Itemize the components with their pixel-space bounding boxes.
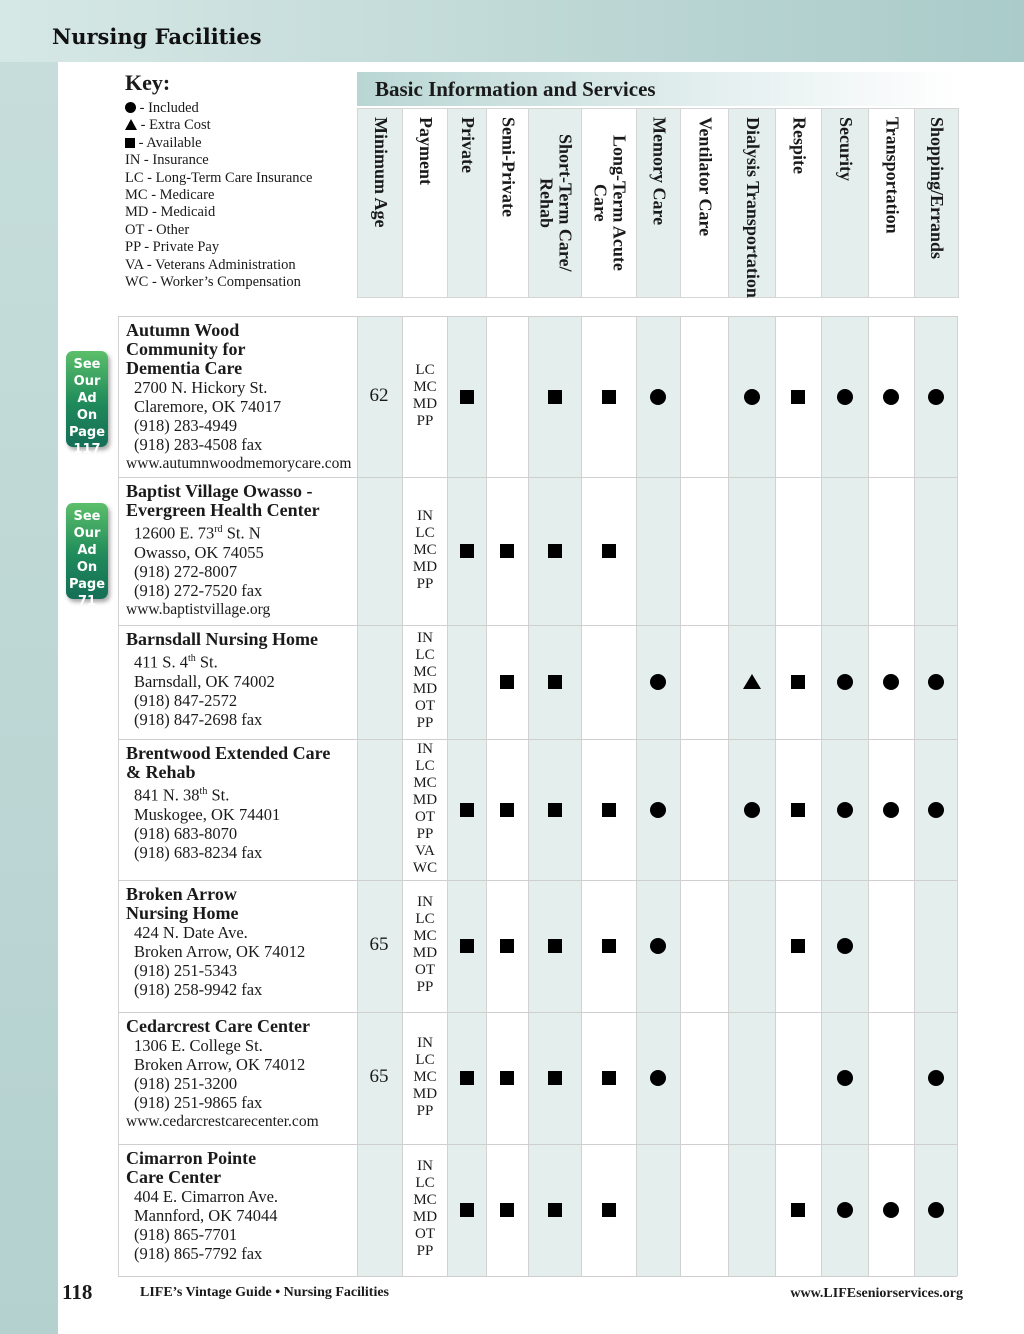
payment-codes bbox=[403, 362, 447, 430]
column-divider bbox=[447, 316, 448, 1276]
included-circle-icon bbox=[837, 674, 853, 690]
payment-code: LC bbox=[415, 757, 435, 774]
available-square-icon bbox=[602, 939, 616, 953]
column-shade bbox=[728, 316, 775, 1276]
facility-phone: (918) 272-7520 fax bbox=[134, 580, 263, 600]
filled-square-icon bbox=[125, 138, 135, 148]
facility-address: Broken Arrow, OK 74012 bbox=[134, 1055, 306, 1074]
key-item bbox=[125, 100, 350, 117]
column-header-label: Transportation bbox=[882, 117, 903, 234]
ad-badge-line: Ad On bbox=[76, 391, 98, 423]
payment-code: IN bbox=[417, 1034, 433, 1051]
available-square-icon bbox=[548, 675, 562, 689]
payment-code: PP bbox=[416, 715, 434, 731]
column-header bbox=[528, 108, 582, 298]
payment-code: PP bbox=[416, 979, 434, 995]
facility-address: Claremore, OK 74017 bbox=[134, 397, 282, 416]
available-square-icon bbox=[791, 803, 805, 817]
payment-code: LC bbox=[415, 361, 435, 378]
facility-address: Mannford, OK 74044 bbox=[134, 1206, 278, 1225]
payment-code: LC bbox=[415, 1051, 435, 1068]
payment-code: MD bbox=[412, 791, 438, 808]
column-header-label: Semi-Private bbox=[498, 117, 519, 217]
available-square-icon bbox=[548, 803, 562, 817]
available-square-icon bbox=[548, 1071, 562, 1085]
available-square-icon bbox=[791, 1203, 805, 1217]
facility-address: 424 N. Date Ave. bbox=[134, 923, 248, 942]
facility-name: Brentwood Extended Care bbox=[126, 743, 331, 763]
column-header-label: Private bbox=[458, 117, 478, 173]
payment-codes bbox=[403, 1035, 447, 1120]
facility-phone: (918) 251-3200 bbox=[134, 1074, 238, 1093]
facility-phone: (918) 283-4949 bbox=[134, 416, 238, 435]
key-item bbox=[125, 152, 350, 169]
facility-phone: (918) 251-5343 bbox=[134, 961, 238, 980]
column-divider bbox=[636, 316, 637, 1276]
payment-code: IN bbox=[417, 630, 433, 646]
available-square-icon bbox=[500, 803, 514, 817]
included-circle-icon bbox=[744, 802, 760, 818]
facility-address: 841 N. 38th St. bbox=[134, 785, 230, 805]
column-shade bbox=[636, 316, 680, 1276]
column-header bbox=[680, 108, 729, 298]
column-header bbox=[914, 108, 959, 298]
ad-badge-line: Ad On bbox=[76, 543, 98, 575]
payment-codes bbox=[403, 741, 447, 877]
column-header bbox=[636, 108, 681, 298]
column-shade bbox=[447, 316, 486, 1276]
section-title: Nursing Facilities bbox=[52, 24, 262, 49]
facility-listing bbox=[118, 630, 358, 729]
available-square-icon bbox=[548, 390, 562, 404]
available-square-icon bbox=[602, 1071, 616, 1085]
available-square-icon bbox=[460, 939, 474, 953]
available-square-icon bbox=[500, 939, 514, 953]
column-header-label: Long-Term Acute Care bbox=[590, 135, 630, 271]
payment-code: MD bbox=[412, 558, 438, 575]
key-item bbox=[125, 117, 350, 134]
payment-code: MC bbox=[413, 378, 437, 395]
included-circle-icon bbox=[883, 389, 899, 405]
column-header-label: Respite bbox=[789, 117, 810, 174]
payment-code: OT bbox=[415, 808, 435, 825]
column-divider bbox=[821, 316, 822, 1276]
payment-codes bbox=[403, 630, 447, 732]
column-divider bbox=[680, 316, 681, 1276]
footer-guide-title: LIFE’s Vintage Guide • Nursing Facilities bbox=[140, 1285, 390, 1300]
payment-code: IN bbox=[417, 507, 433, 524]
column-shade bbox=[357, 316, 402, 1276]
included-circle-icon bbox=[928, 674, 944, 690]
available-square-icon bbox=[791, 939, 805, 953]
column-header-label: Memory Care bbox=[649, 117, 670, 226]
payment-code: MD bbox=[412, 395, 438, 412]
column-header bbox=[868, 108, 915, 298]
ad-badge-line: 71 bbox=[77, 594, 97, 609]
column-divider bbox=[528, 316, 529, 1276]
facility-name: Community for bbox=[126, 339, 246, 359]
included-circle-icon bbox=[928, 1070, 944, 1086]
facility-phone: (918) 847-2698 fax bbox=[134, 709, 263, 729]
facility-name: Broken Arrow bbox=[126, 884, 237, 904]
column-shade bbox=[821, 316, 868, 1276]
row-divider bbox=[118, 1012, 957, 1013]
see-our-ad-badge[interactable] bbox=[66, 503, 108, 609]
facility-name: & Rehab bbox=[126, 762, 196, 782]
facility-name: Cimarron Pointe bbox=[126, 1148, 257, 1168]
included-circle-icon bbox=[883, 802, 899, 818]
included-circle-icon bbox=[837, 1202, 853, 1218]
facility-phone: (918) 258-9942 fax bbox=[134, 980, 263, 999]
facility-address: Muskogee, OK 74401 bbox=[134, 804, 281, 824]
facility-listing bbox=[118, 1017, 358, 1131]
facility-website[interactable]: www.cedarcrestcarecenter.com bbox=[126, 1113, 319, 1130]
column-header bbox=[581, 108, 637, 298]
available-square-icon bbox=[460, 390, 474, 404]
column-header bbox=[447, 108, 487, 298]
section-banner bbox=[357, 72, 957, 106]
available-square-icon bbox=[548, 1203, 562, 1217]
facility-website[interactable]: www.autumnwoodmemorycare.com bbox=[126, 455, 352, 472]
payment-code: MC bbox=[413, 774, 437, 791]
facility-address: 1306 E. College St. bbox=[134, 1036, 263, 1055]
see-our-ad-badge[interactable] bbox=[66, 351, 108, 457]
key-item-text: - Available bbox=[135, 134, 202, 151]
ad-badge-line: See bbox=[73, 357, 101, 372]
available-square-icon bbox=[602, 390, 616, 404]
payment-code: OT bbox=[415, 962, 435, 978]
included-circle-icon bbox=[928, 802, 944, 818]
row-divider bbox=[118, 739, 957, 740]
key-item-text: - Included bbox=[136, 100, 199, 116]
included-circle-icon bbox=[883, 1202, 899, 1218]
payment-code: PP bbox=[416, 825, 434, 842]
available-square-icon bbox=[602, 544, 616, 558]
included-circle-icon bbox=[928, 1202, 944, 1218]
column-header-label: Ventilator Care bbox=[695, 117, 716, 237]
column-divider bbox=[486, 316, 487, 1276]
column-header bbox=[775, 108, 822, 298]
key-item-text: VA - Veterans Administration bbox=[125, 256, 296, 273]
payment-code: VA bbox=[415, 842, 435, 859]
column-shade bbox=[914, 316, 957, 1276]
facility-address: 12600 E. 73rd St. N bbox=[134, 523, 261, 543]
available-square-icon bbox=[460, 803, 474, 817]
payment-code: OT bbox=[415, 1226, 435, 1242]
included-circle-icon bbox=[883, 674, 899, 690]
payment-code: MC bbox=[413, 541, 437, 558]
payment-code: IN bbox=[417, 894, 433, 910]
available-square-icon bbox=[791, 390, 805, 404]
available-square-icon bbox=[602, 1203, 616, 1217]
payment-code: MD bbox=[412, 1085, 438, 1102]
facility-phone: (918) 865-7701 bbox=[134, 1225, 238, 1244]
key-item-text: LC - Long-Term Care Insurance bbox=[125, 169, 313, 186]
facility-address: 411 S. 4th St. bbox=[134, 652, 218, 672]
facility-phone: (918) 865-7792 fax bbox=[134, 1244, 263, 1263]
available-square-icon bbox=[500, 544, 514, 558]
payment-codes bbox=[403, 508, 447, 593]
column-header-label: Shopping/Errands bbox=[927, 117, 947, 260]
column-header-label: Payment bbox=[416, 117, 436, 185]
included-circle-icon bbox=[837, 1070, 853, 1086]
included-circle-icon bbox=[837, 802, 853, 818]
included-circle-icon bbox=[744, 389, 760, 405]
banner-title: Basic Information and Services bbox=[375, 77, 656, 101]
payment-code: PP bbox=[416, 1102, 434, 1119]
facility-phone: (918) 847-2572 bbox=[134, 690, 238, 710]
column-header bbox=[821, 108, 869, 298]
included-circle-icon bbox=[650, 802, 666, 818]
facility-name: Nursing Home bbox=[126, 903, 239, 923]
column-shade bbox=[528, 316, 581, 1276]
payment-code: LC bbox=[415, 911, 435, 927]
key-item-text: WC - Worker’s Compensation bbox=[125, 274, 301, 291]
column-header-label: Dialysis Transportation bbox=[743, 117, 763, 298]
payment-code: LC bbox=[415, 1175, 435, 1191]
payment-code: LC bbox=[415, 524, 435, 541]
key-item-text: IN - Insurance bbox=[125, 152, 209, 169]
facility-address: Owasso, OK 74055 bbox=[134, 542, 264, 562]
payment-code: MC bbox=[413, 928, 437, 944]
key-item-text: PP - Private Pay bbox=[125, 239, 220, 256]
key-legend bbox=[125, 70, 350, 291]
available-square-icon bbox=[460, 1203, 474, 1217]
key-item bbox=[125, 170, 350, 187]
included-circle-icon bbox=[650, 389, 666, 405]
key-item-text: OT - Other bbox=[125, 221, 190, 238]
available-square-icon bbox=[460, 544, 474, 558]
facility-listing bbox=[118, 1149, 358, 1263]
key-item bbox=[125, 257, 350, 274]
available-square-icon bbox=[500, 1071, 514, 1085]
column-divider bbox=[581, 316, 582, 1276]
triangle-icon bbox=[125, 119, 137, 130]
facility-phone: (918) 272-8007 bbox=[134, 561, 238, 581]
payment-code: MC bbox=[413, 1068, 437, 1085]
column-divider bbox=[728, 316, 729, 1276]
payment-code: MD bbox=[412, 681, 438, 697]
key-item-text: - Extra Cost bbox=[137, 117, 211, 134]
row-divider bbox=[118, 1276, 957, 1277]
available-square-icon bbox=[460, 1071, 474, 1085]
payment-code: MC bbox=[413, 1192, 437, 1208]
payment-code: PP bbox=[416, 575, 434, 592]
payment-code: LC bbox=[415, 647, 435, 663]
facility-listing bbox=[118, 482, 358, 619]
payment-codes bbox=[403, 1158, 447, 1260]
key-item-text: MD - Medicaid bbox=[125, 204, 216, 221]
footer-website[interactable]: www.LIFEseniorservices.org bbox=[790, 1286, 963, 1301]
payment-code: IN bbox=[417, 740, 433, 757]
payment-code: IN bbox=[417, 1158, 433, 1174]
facility-phone: (918) 683-8234 fax bbox=[134, 842, 263, 862]
minimum-age: 65 bbox=[369, 934, 389, 955]
available-square-icon bbox=[791, 675, 805, 689]
column-header bbox=[357, 108, 403, 298]
column-header-label: Security bbox=[836, 117, 856, 181]
included-circle-icon bbox=[650, 674, 666, 690]
extra-cost-triangle-icon bbox=[743, 674, 761, 689]
row-divider bbox=[118, 1144, 957, 1145]
key-item-text: MC - Medicare bbox=[125, 187, 215, 204]
column-divider bbox=[775, 316, 776, 1276]
key-item bbox=[125, 204, 350, 221]
facility-name: Baptist Village Owasso - bbox=[126, 481, 313, 501]
facility-listing bbox=[118, 744, 358, 862]
filled-circle-icon bbox=[125, 102, 136, 113]
available-square-icon bbox=[500, 1203, 514, 1217]
available-square-icon bbox=[602, 803, 616, 817]
column-header bbox=[728, 108, 776, 298]
ad-badge-line: 117 bbox=[73, 442, 101, 457]
key-item bbox=[125, 222, 350, 239]
included-circle-icon bbox=[837, 938, 853, 954]
column-header-label: Minimum Age bbox=[371, 117, 391, 228]
key-item bbox=[125, 274, 350, 291]
ad-badge-line: Page bbox=[68, 425, 106, 440]
column-divider bbox=[957, 316, 958, 1276]
facility-phone: (918) 251-9865 fax bbox=[134, 1093, 263, 1112]
column-divider bbox=[914, 316, 915, 1276]
key-title: Key: bbox=[125, 70, 171, 95]
facility-name: Care Center bbox=[126, 1167, 222, 1187]
key-items bbox=[125, 100, 350, 291]
facility-address: Barnsdall, OK 74002 bbox=[134, 671, 275, 691]
payment-code: MD bbox=[412, 945, 438, 961]
column-header-label: Short-Term Care/ Rehab bbox=[536, 134, 576, 272]
minimum-age: 65 bbox=[369, 1066, 389, 1087]
payment-code: WC bbox=[412, 859, 438, 876]
payment-code: PP bbox=[416, 1243, 434, 1259]
payment-code: MD bbox=[412, 1209, 438, 1225]
included-circle-icon bbox=[837, 389, 853, 405]
column-header bbox=[486, 108, 529, 298]
facility-name: Barnsdall Nursing Home bbox=[126, 629, 319, 649]
column-header bbox=[402, 108, 448, 298]
row-divider bbox=[118, 625, 957, 626]
facility-address: 404 E. Cimarron Ave. bbox=[134, 1187, 279, 1206]
payment-code: MC bbox=[413, 664, 437, 680]
row-divider bbox=[118, 880, 957, 881]
facility-name: Cedarcrest Care Center bbox=[126, 1016, 310, 1036]
ad-badge-line: Our bbox=[73, 374, 101, 389]
key-item bbox=[125, 239, 350, 256]
payment-code: PP bbox=[416, 412, 434, 429]
facility-name: Evergreen Health Center bbox=[126, 500, 320, 520]
included-circle-icon bbox=[928, 389, 944, 405]
row-divider bbox=[118, 316, 957, 317]
available-square-icon bbox=[548, 939, 562, 953]
key-item bbox=[125, 135, 350, 152]
key-item bbox=[125, 187, 350, 204]
row-divider bbox=[118, 477, 957, 478]
payment-code: OT bbox=[415, 698, 435, 714]
included-circle-icon bbox=[650, 1070, 666, 1086]
page-number: 118 bbox=[62, 1280, 93, 1304]
facility-listing bbox=[118, 321, 358, 473]
facility-listing bbox=[118, 885, 358, 999]
facility-website[interactable]: www.baptistvillage.org bbox=[126, 600, 271, 618]
included-circle-icon bbox=[650, 938, 666, 954]
facility-phone: (918) 283-4508 fax bbox=[134, 435, 263, 454]
facility-address: Broken Arrow, OK 74012 bbox=[134, 942, 306, 961]
available-square-icon bbox=[500, 675, 514, 689]
facility-address: 2700 N. Hickory St. bbox=[134, 378, 268, 397]
column-divider bbox=[868, 316, 869, 1276]
ad-badge-line: Our bbox=[73, 526, 101, 541]
ad-badge-line: See bbox=[73, 509, 101, 524]
ad-badge-line: Page bbox=[68, 577, 106, 592]
facility-phone: (918) 683-8070 bbox=[134, 823, 238, 843]
minimum-age: 62 bbox=[369, 384, 389, 406]
facility-name: Autumn Wood bbox=[126, 320, 240, 340]
side-band bbox=[0, 62, 58, 1334]
payment-codes bbox=[403, 894, 447, 996]
facility-name: Dementia Care bbox=[126, 358, 243, 378]
available-square-icon bbox=[548, 544, 562, 558]
